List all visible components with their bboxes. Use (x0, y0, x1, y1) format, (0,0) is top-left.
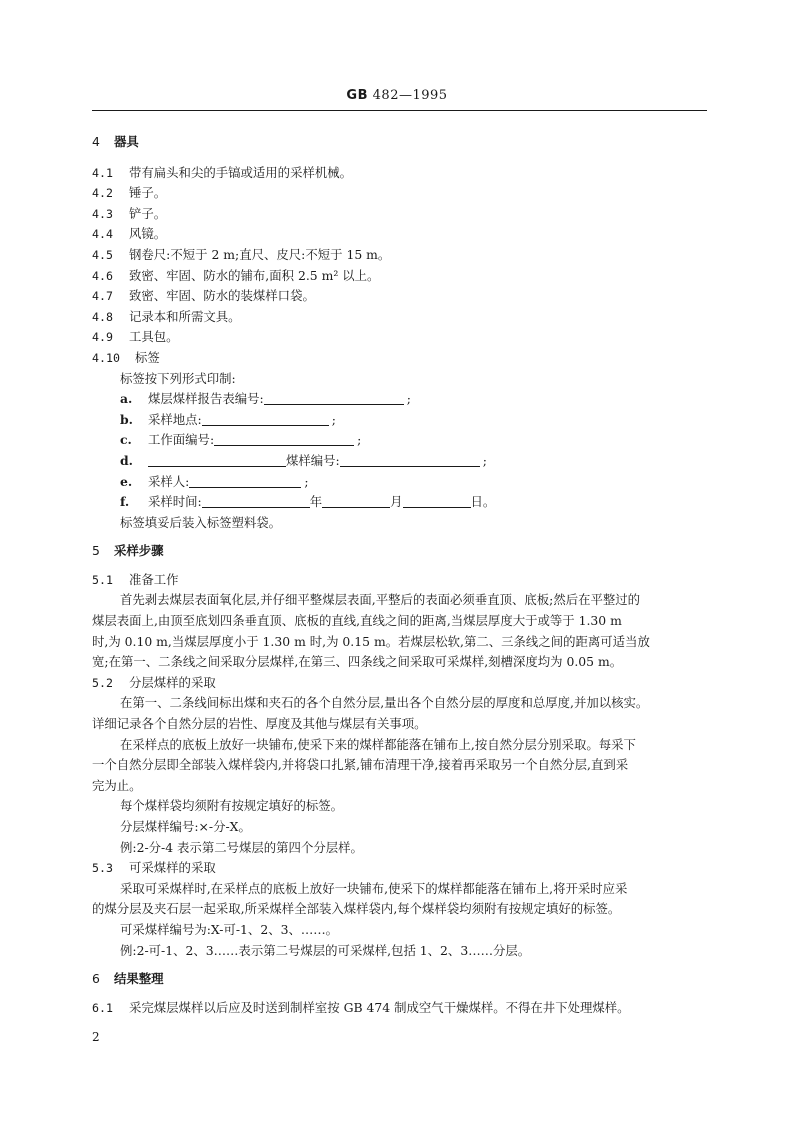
clause-4-6 (92, 266, 707, 287)
section-6-heading (92, 969, 707, 990)
section-number: 6 (92, 971, 100, 987)
field-end: ; (406, 391, 411, 407)
field-end: ; (482, 452, 487, 468)
blank-line (264, 390, 404, 405)
para-line: 宽;在第一、二条线之间采取分层煤样,在第三、四条线之间采取可采煤样,刻槽深度均为 0.05 m。 (92, 654, 623, 670)
label-field-d (92, 451, 707, 472)
clause-text: 带有扁头和尖的手镐或适用的采样机械。 (129, 164, 353, 180)
para-line: 的煤分层及夹石层一起采取,所采煤样全部装入煤样袋内,每个煤样袋均须附有按规定填好的标签。 (92, 901, 621, 917)
clause-4-2 (92, 183, 707, 204)
day-label: 日。 (470, 494, 496, 510)
para-line: 一个自然分层即全部装入煤样袋内,并将袋口扎紧,铺布清理干净,接着再采取另一个自然分层,直到采 (92, 757, 629, 773)
para-line: 例:2-可-1、2、3……表示第二号煤层的可采煤样,包括 1、2、3……分层。 (120, 942, 531, 958)
blank-line (322, 493, 390, 508)
header-rule (92, 110, 707, 111)
para-line: 可采煤样编号为:X-可-1、2、3、……。 (120, 921, 339, 937)
blank-line (202, 493, 310, 508)
clause-text: 铲子。 (129, 205, 167, 221)
clause-4-5 (92, 245, 707, 266)
clause-title: 可采煤样的采取 (129, 860, 216, 876)
clause-text: 致密、牢固、防水的装煤样口袋。 (129, 288, 315, 304)
clause-number: 4.5 (92, 247, 113, 262)
para-line: 采取可采煤样时,在采样点的底板上放好一块铺布,使采下的煤样都能落在铺布上,将开采时应采 (120, 880, 628, 896)
clause-text: 锤子。 (129, 185, 167, 201)
section-title: 结果整理 (114, 971, 164, 987)
field-label: 采样时间: (148, 494, 202, 510)
blank-line (189, 473, 301, 488)
para-line: 详细记录各个自然分层的岩性、厚度及其他与煤层有关事项。 (92, 716, 427, 732)
blank-line (214, 431, 354, 446)
field-end: ; (357, 432, 362, 448)
clause-4-1 (92, 163, 707, 184)
label-field-f (92, 492, 707, 513)
label-field-e (92, 472, 707, 493)
label-field-a (92, 389, 707, 410)
year-label: 年 (309, 494, 323, 510)
list-marker: b. (120, 411, 133, 427)
clause-number: 4.3 (92, 206, 113, 221)
para-line: 每个煤样袋均须附有按规定填好的标签。 (120, 798, 344, 814)
page-number: 2 (92, 1030, 100, 1044)
field-label: 采样地点: (148, 411, 202, 427)
document-body (92, 132, 707, 1018)
clause-title: 分层煤样的采取 (129, 674, 216, 690)
clause-title: 标签 (135, 349, 160, 365)
clause-text: 工具包。 (129, 329, 179, 345)
clause-text: 记录本和所需文具。 (129, 308, 241, 324)
clause-number: 5.1 (92, 572, 113, 587)
clause-4-9 (92, 327, 707, 348)
clause-number: 6.1 (92, 1000, 113, 1015)
standard-number: 482—1995 (372, 88, 448, 103)
clause-title: 准备工作 (129, 571, 179, 587)
field-end: ; (304, 473, 309, 489)
clause-6-1 (92, 998, 707, 1019)
para-line: 完为止。 (92, 777, 142, 793)
clause-number: 4.7 (92, 289, 113, 304)
blank-line (340, 452, 480, 467)
month-label: 月 (390, 494, 403, 510)
blank-line (202, 411, 329, 426)
blank-line (403, 493, 471, 508)
field-label: 煤层煤样报告表编号: (148, 391, 264, 407)
clause-number: 4.8 (92, 309, 113, 324)
clause-text: 钢卷尺:不短于 2 m;直尺、皮尺:不短于 15 m。 (129, 246, 391, 262)
list-marker: f. (120, 494, 130, 510)
list-marker: d. (120, 452, 133, 468)
clause-4-8 (92, 307, 707, 328)
label-intro: 标签按下列形式印制: (120, 370, 236, 386)
para-line: 分层煤样编号:×-分-X。 (120, 819, 251, 834)
para-line: 煤层表面上,由顶至底划四条垂直顶、底板的直线,直线之间的距离,当煤层厚度大于或等于 1.30 m (92, 613, 622, 629)
label-outro: 标签填妥后装入标签塑料袋。 (120, 514, 282, 530)
para-line: 时,为 0.10 m,当煤层厚度小于 1.30 m 时,为 0.15 m。若煤层松软,第二、三条线之间的距离可适当放 (92, 633, 650, 649)
clause-number: 5.3 (92, 861, 113, 876)
section-title: 器具 (114, 134, 139, 149)
clause-4-10 (92, 348, 707, 369)
clause-number: 4.4 (92, 227, 113, 242)
section-5-heading (92, 541, 707, 562)
list-marker: c. (120, 432, 132, 448)
section-number: 4 (92, 134, 100, 149)
field-end: ; (331, 411, 336, 427)
clause-text: 采完煤层煤样以后应及时送到制样室按 GB 474 制成空气干燥煤样。不得在井下处理煤样。 (129, 999, 630, 1015)
clause-4-4 (92, 224, 707, 245)
list-marker: a. (120, 391, 133, 407)
clause-5-1 (92, 570, 707, 591)
para-line: 例:2-分-4 表示第二号煤层的第四个分层样。 (120, 839, 363, 855)
clause-number: 4.2 (92, 186, 113, 201)
clause-number: 4.10 (92, 350, 120, 365)
clause-number: 5.2 (92, 675, 113, 690)
clause-5-2 (92, 673, 707, 694)
clause-number: 4.1 (92, 165, 113, 180)
clause-number: 4.9 (92, 330, 113, 345)
clause-4-7 (92, 286, 707, 307)
label-field-c (92, 430, 707, 451)
section-4-heading (92, 132, 707, 153)
para-line: 首先剥去煤层表面氧化层,并仔细平整煤层表面,平整后的表面必须垂直顶、底板;然后在平整过的 (120, 592, 641, 608)
list-marker: e. (120, 473, 133, 489)
clause-text: 风镜。 (129, 226, 167, 242)
field-label: 工作面编号: (148, 432, 215, 448)
field-label: 煤样编号: (286, 452, 340, 468)
clause-number: 4.6 (92, 268, 113, 283)
clause-text: 致密、牢固、防水的铺布,面积 2.5 m² 以上。 (129, 267, 380, 283)
para-line: 在第一、二条线间标出煤和夹石的各个自然分层,量出各个自然分层的厚度和总厚度,并加以核实。 (120, 695, 649, 711)
standard-code: GB (346, 88, 369, 103)
field-label: 采样人: (148, 473, 190, 489)
blank-line (148, 452, 286, 467)
clause-5-3 (92, 858, 707, 879)
page-header (0, 88, 794, 103)
section-number: 5 (92, 543, 100, 559)
label-field-b (92, 410, 707, 431)
clause-4-3 (92, 204, 707, 225)
para-line: 在采样点的底板上放好一块铺布,使采下来的煤样都能落在铺布上,按自然分层分别采取。每采下 (120, 736, 636, 752)
section-title: 采样步骤 (114, 543, 164, 559)
